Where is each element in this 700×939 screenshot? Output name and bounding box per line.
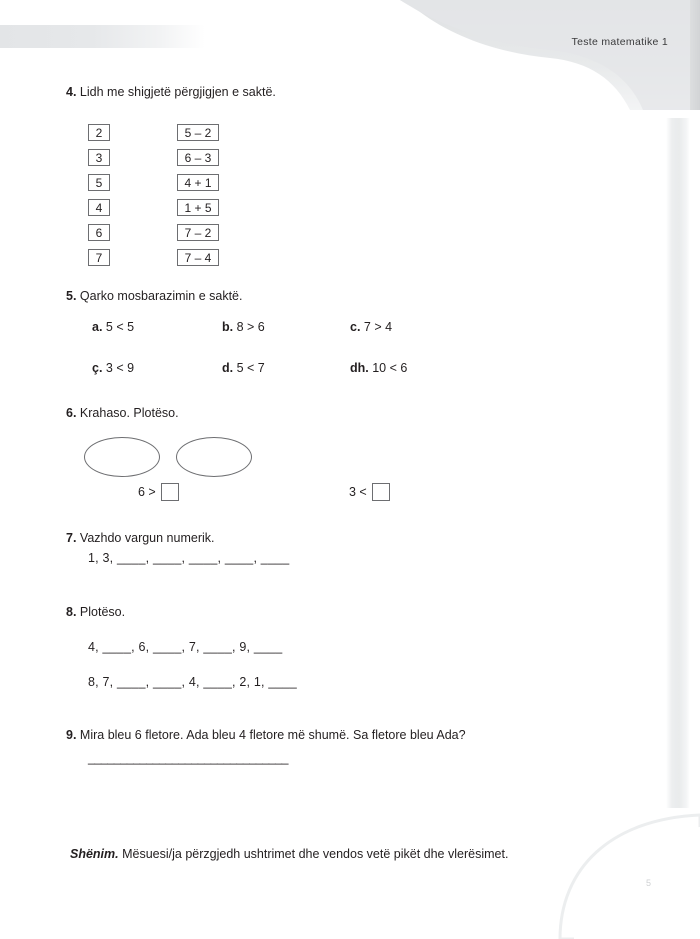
option-dh-value: 10 < 6 <box>372 361 408 375</box>
exercise-9-number: 9. <box>66 728 77 742</box>
match-right-box[interactable]: 6 – 3 <box>177 149 219 166</box>
match-left-box[interactable]: 6 <box>88 224 110 241</box>
option-b[interactable] <box>222 320 350 361</box>
compare-expression-right <box>349 483 390 501</box>
top-left-gray-band <box>0 25 205 48</box>
match-left-box[interactable]: 5 <box>88 174 110 191</box>
compare-expression-left <box>138 483 179 501</box>
ellipse-shape-right[interactable] <box>176 437 252 477</box>
option-c-cedilla[interactable] <box>92 361 222 402</box>
option-d-label: d. <box>222 361 234 375</box>
exercise-8-number: 8. <box>66 605 77 619</box>
exercise-6-text: Krahaso. Plotëso. <box>79 406 179 420</box>
compare-right-answer-box[interactable] <box>372 483 390 501</box>
match-left-box[interactable]: 4 <box>88 199 110 216</box>
exercise-5-text: Qarko mosbarazimin e saktë. <box>79 289 243 303</box>
exercise-9-prompt <box>66 727 466 744</box>
exercise-4-text: Lidh me shigjetë përgjigjen e saktë. <box>79 85 276 99</box>
option-a-value: 5 < 5 <box>105 320 135 334</box>
exercise-5-prompt <box>66 288 242 305</box>
exercise-7-text: Vazhdo vargun numerik. <box>79 531 215 545</box>
option-c-cedilla-label: ç. <box>92 361 103 375</box>
table-row <box>88 195 219 220</box>
option-dh-label: dh. <box>350 361 369 375</box>
table-row <box>88 170 219 195</box>
compare-right-text: 3 < <box>349 485 367 499</box>
exercise-7-number: 7. <box>66 531 77 545</box>
option-d[interactable] <box>222 361 350 402</box>
option-row <box>92 320 512 361</box>
exercise-8-prompt <box>66 604 125 621</box>
bottom-right-curve-decoration <box>540 809 700 939</box>
exercise-4-prompt <box>66 84 276 101</box>
match-left-box[interactable]: 7 <box>88 249 110 266</box>
option-c[interactable] <box>350 320 470 361</box>
top-right-edge-strip <box>690 0 700 110</box>
exercise-6-prompt <box>66 405 179 422</box>
exercise-7-prompt <box>66 530 215 547</box>
match-right-box[interactable]: 5 – 2 <box>177 124 219 141</box>
match-left-box[interactable]: 3 <box>88 149 110 166</box>
exercise-8-text: Plotëso. <box>79 605 126 619</box>
exercise-6-number: 6. <box>66 406 77 420</box>
exercise-9-text: Mira bleu 6 fletore. Ada bleu 4 fletore më shumë. Sa fletore bleu Ada? <box>79 728 466 742</box>
exercise-8-sequence-1[interactable]: 4, ____, 6, ____, 7, ____, 9, ____ <box>88 640 283 654</box>
exercise-4-matching-grid <box>88 120 219 270</box>
teacher-note <box>70 847 508 861</box>
exercise-5-options <box>92 320 512 402</box>
option-c-cedilla-value: 3 < 9 <box>105 361 135 375</box>
exercise-5-number: 5. <box>66 289 77 303</box>
option-row <box>92 361 512 402</box>
option-a-label: a. <box>92 320 103 334</box>
teacher-note-lead: Shënim. <box>70 847 119 861</box>
page-number: 5 <box>646 878 652 888</box>
option-b-label: b. <box>222 320 234 334</box>
match-left-box[interactable]: 2 <box>88 124 110 141</box>
match-right-box[interactable]: 7 – 4 <box>177 249 219 266</box>
ellipse-shape-left[interactable] <box>84 437 160 477</box>
option-c-label: c. <box>350 320 361 334</box>
table-row <box>88 220 219 245</box>
compare-left-text: 6 > <box>138 485 156 499</box>
option-d-value: 5 < 7 <box>236 361 265 375</box>
table-row <box>88 120 219 145</box>
table-row <box>88 245 219 270</box>
exercise-9-answer-line[interactable]: _______________________________ <box>88 751 289 765</box>
exercise-4-number: 4. <box>66 85 77 99</box>
compare-left-answer-box[interactable] <box>161 483 179 501</box>
option-b-value: 8 > 6 <box>236 320 265 334</box>
match-right-box[interactable]: 7 – 2 <box>177 224 219 241</box>
option-a[interactable] <box>92 320 222 361</box>
teacher-note-text: Mësuesi/ja përzgjedh ushtrimet dhe vendos vetë pikët dhe vlerësimet. <box>118 847 509 861</box>
top-right-wave-decoration <box>400 0 700 110</box>
running-header-title: Teste matematike 1 <box>571 36 668 48</box>
exercise-7-sequence[interactable]: 1, 3, ____, ____, ____, ____, ____ <box>88 551 290 565</box>
option-c-value: 7 > 4 <box>363 320 393 334</box>
match-right-box[interactable]: 4 + 1 <box>177 174 219 191</box>
option-dh[interactable] <box>350 361 470 402</box>
right-vertical-gray-band <box>666 118 690 808</box>
table-row <box>88 145 219 170</box>
exercise-8-sequence-2[interactable]: 8, 7, ____, ____, 4, ____, 2, 1, ____ <box>88 675 297 689</box>
match-right-box[interactable]: 1 + 5 <box>177 199 219 216</box>
